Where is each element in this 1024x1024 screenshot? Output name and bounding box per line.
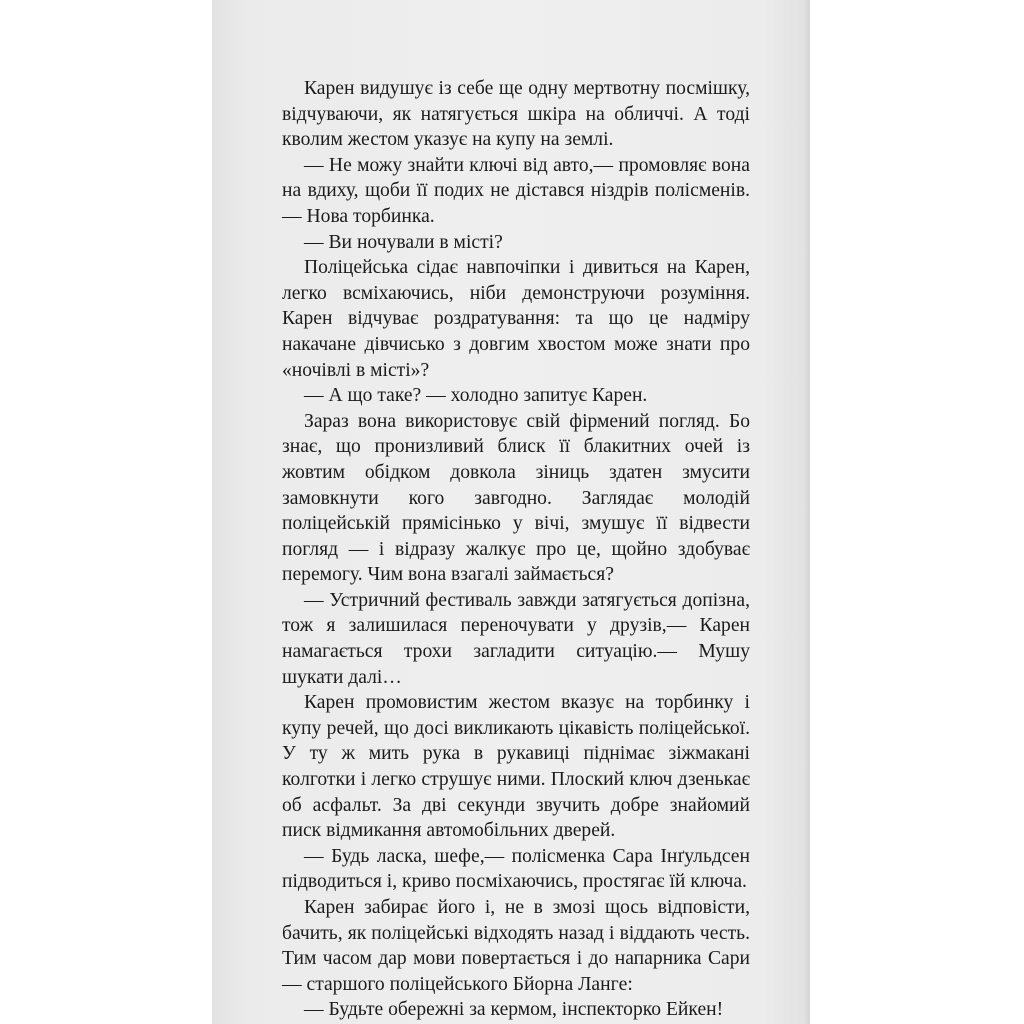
- paragraph: — Устричний фестиваль завжди затягується допізна, тож я залишилася переночувати у друзів,— Карен намагається трохи загладити ситуацію.— Мушу шукати далі…: [282, 589, 750, 688]
- page-text: [282, 76, 750, 1023]
- paragraph: Зараз вона використовує свій фірмений погляд. Бо знає, що пронизливий блиск її блакитних очей із жовтим обідком довкола зіниць здатен змусити замовкнути кого завгодно. Заглядає молодій поліцейській прямісінько у вічі, змушує її відвести погляд — і відразу жалкує про це, щойно здобуває перемогу. Чим вона взагалі займається?: [282, 410, 750, 586]
- paragraph: Карен видушує із себе ще одну мертвотну посмішку, відчуваючи, як натягується шкіра на обличчі. А тоді кволим жестом указує на купу на землі.: [282, 78, 750, 151]
- paragraph: — Будь ласка, шефе,— полісменка Сара Інґульдсен підводиться і, криво посміхаючись, простягає їй ключа.: [282, 845, 750, 893]
- paragraph: — Ви ночували в місті?: [304, 231, 503, 253]
- paragraph: Карен промовистим жестом вказує на торбинку і купу речей, що досі викликають цікавість поліцейської. У ту ж мить рука в рукавиці піднімає зіжмакані колготки і легко струшує ними. Плоский ключ дзенькає об асфальт. За дві секунди звучить добре знайомий писк відмикання автомобільних дверей.: [282, 692, 750, 842]
- paragraph: — А що таке? — холодно запитує Карен.: [304, 385, 648, 407]
- paragraph: — Не можу знайти ключі від авто,— промовляє вона на вдиху, щоби її подих не дістався ніздрів полісменів.— Нова торбинка.: [282, 154, 750, 227]
- paragraph: Карен забирає його і, не в змозі щось відповісти, бачить, як поліцейські відходять назад і віддають честь. Тим часом дар мови повертається і до напарника Сари — старшого поліцейського Бйорна Лангe:: [282, 897, 750, 995]
- paragraph: — Будьте обережні за кермом, інспекторко Ейкен!: [304, 999, 724, 1021]
- paragraph: Поліцейська сідає навпочіпки і дивиться на Карен, легко всміхаючись, ніби демонструючи розуміння. Карен відчуває роздратування: та що це надміру накачане дівчисько з довгим хвостом може знати про «ночівлі в місті»?: [282, 257, 750, 381]
- book-page: [212, 0, 810, 1024]
- page-edge-shadow: [804, 0, 810, 1024]
